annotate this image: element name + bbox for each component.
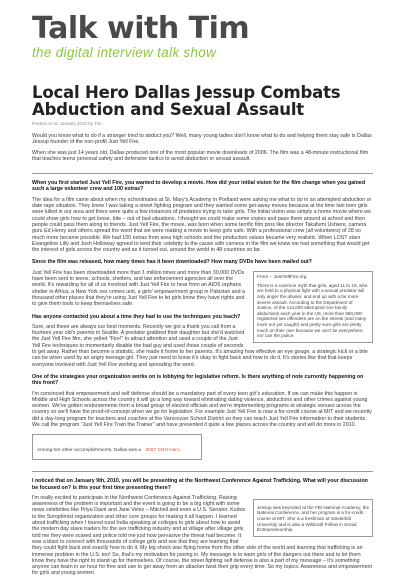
intro-paragraph-1: Would you know what to do if a stranger tried to abduct you? Well, many young ladies don't know what to do and helping them stay safe is Dallas Jessup founder of the non-profit Just Yell Fire. [32,133,372,146]
answer-4: I'm convinced that empowerment and self defense should be a mandatory part of every teen girl's education. If we can make this happen in Middle and High Schools across the country it will go a long way toward eliminating dating violence, abductions and other crimes against young women. We've gotten endorsements from a broad group of elected officials and we're implementing programs at strategic venues across the country so we'll have the proof-of-concept when we go for legislation. For example Just Yell Fire is now a for-credit course at MIT and we recently did a day-long program for teachers and coaches at the Vancouver School District so they can teach Just Yell Fire information to their students. We call the program "Just Yell Fire Train the Trainer" and have presented it quite a few places across the country and will do more in 2010. [32,390,372,428]
sidebar-text: There is a common myth that girls, aged 11 to 19, who are held to a physical fight with a sexual predator will only anger the abuser, and end up with a far more severe assault. According to the Department of Justice, of the 114,000 attempted non-family abductions each year in the US, more than 580,000 registered sex offenders are on the streets (and many more not yet caught) and pretty sure girls are pretty much on their own because we can't be everywhere, nor can the police. [257,282,368,339]
site-brand[interactable]: Talk with Tim [32,11,250,46]
question-1: When you first started Just Yell Fire, you wanted to develop a movie. How did your initial vision for the film change when you gained such a large volunteer crew and 100 extras? [32,180,366,193]
answer-2: Just Yell Fire has been downloaded more than 1 million times and more than 30,000 DVDs have been sent to teens, schools, shelters, and law enforcement agencies all over the world. It's rewarding for all of us involved with Just Yell Fire to hear from an AIDS orphans shelter in Africa, a New York sex crimes unit, a girls' empowerment group in Pakistan and a thousand other places that they're using Just Yell Fire to let girls know they have rights and to give them tools to keep themselves safe. [32,269,245,308]
question-2: Since the film was released, how many times has it been downloaded? How many DVDs have been mailed out? [32,259,312,266]
answer-5-block [32,495,373,577]
answer-2-block [32,270,373,368]
cnn-hero-link[interactable]: 2007 CNN Hero. [145,448,181,454]
article-byline: Posted on 02 January 2010 by Tim [32,121,102,126]
answer-5: I'm really excited to participate in the Northwest Conference Against Trafficking. Raising awareness of the problem is important and the event is going to be a big night with some news celebrities like Priya Davé and Jane Velez – Mitchell and even a U.S. Senator. Kudos to the Soroptimist organization and other core groups for making it all happen. I learned about trafficking when I toured rural India speaking at colleges to girls about how to avoid the modern day slave traders for the sex trafficking industry and at village after village girls told me they were scared and police told me just how pervasive the threat had become. It was a blast to connect with thousands of college girls and see that they are learning that they could fight back and exactly how to do it. My big shock was flying home from the other side of the world and learning that trafficking is an immense problem in the U.S. too! So, that's my motivation for joining in. My message is to warn girls of the dangers out there and to let them know they have the right to stand up for themselves. Of course, the street fighting self defense is also a part of my message – it's something anyone can learn in an hour for free and use to get away from an attacker twist their grip every time. So my topics: Awareness and empowerment for girls and young women. [32,494,372,577]
intro-paragraph-2: When she was just 14 years old, Dallas produced one of the most popular movie downloads of 2006. The film was a 48-minute instructional film that teaches teens personal safety and defensive tactics to avoid abduction or sexual assault. [32,149,369,162]
article-title: Local Hero Dallas Jessup Combats Abduction and Sexual Assault [32,83,341,119]
site-tagline: the digital interview talk show [32,45,217,60]
section-divider [32,173,373,174]
answer-1: The idea for a film came about when my schoolmates at St. Mary's Academy in Portland were asking me what to do in an attempted abduction or date rape situation. They knew I was taking a street fighting program and they wanted some get-away moves because at the time two teen girls were killed in our area and there were quite a few instances of predators trying to take girls. The initial vision was simply a home movie where we could show girls how to get loose, bite – out of bad situations. I thought we could make some copies and pass them around at school and then people could pass them along to friends. Just Yell Fire, the movie, was born when some terrific film pros like director Takafumi Ushiere, camera guru Ed Henry and others spread the word that we were making a movie to keep girls safe. With a professional crew (all volunteers) of 28 so much more became possible. We had 100 extras from area high schools and the production values became very realistic. When LOST stars Evangeline Lilly and Josh Holloway agreed to lend their celebrity to the cause with cameos in the film we knew we had something that would get the interest of girls across the country and as it turned out, around the world in 48 countries so far. [32,196,372,254]
accomplishment-text: Among her other accomplishments, Dallas was a [37,448,141,454]
keynote-text: Jessup was keynoted at the FBI National Academy, the National Conference, and her program is a for-credit course at MIT. She is a freshman at Vanderbilt University and is also a Wildcraft Fellow in Social Entrepreneurship. [257,504,370,533]
answer-3: Sure, and these are always our best moments. Recently we got a thank you call from a fourteen year old's parents in Seattle. A predator grabbed their daughter but she'd watched the Just Yell Fire film, she yelled "Fire!" to attract attention and used a couple of the Just Yell Fire techniques to momentarily disable the bad guy and used those couple of seconds to get away. Rather than become a statistic, she made it home to her parents. It's amazing how effective an eye gouge, a strategic kick or a bite can be when used by an angry teenage girl. They just need to know it's okay to fight back and how to do it. It's stories like that that keeps everyone involved with Just Yell Fire working and spreading the word. [32,323,368,368]
question-3: Has anyone contacted you about a time they had to use the techniques you teach? [32,313,241,320]
sidebar-quote [253,271,373,343]
question-5: I noticed that on January 9th, 2010, you will be presenting at the Northwest Conference Against Trafficking. What will your discussion be focused on? Is this your first time presenting there? [32,478,368,491]
accomplishment-box [32,434,202,460]
masthead [32,12,249,60]
keynote-box [253,499,373,537]
section-divider-2 [32,471,373,472]
sidebar-source[interactable]: From – JustYellFire.org [257,274,307,280]
article [32,84,373,577]
question-4: One of the strategies your organization works on is lobbying for legislative reform. Is there anything of note currently happening on this front? [32,373,364,387]
